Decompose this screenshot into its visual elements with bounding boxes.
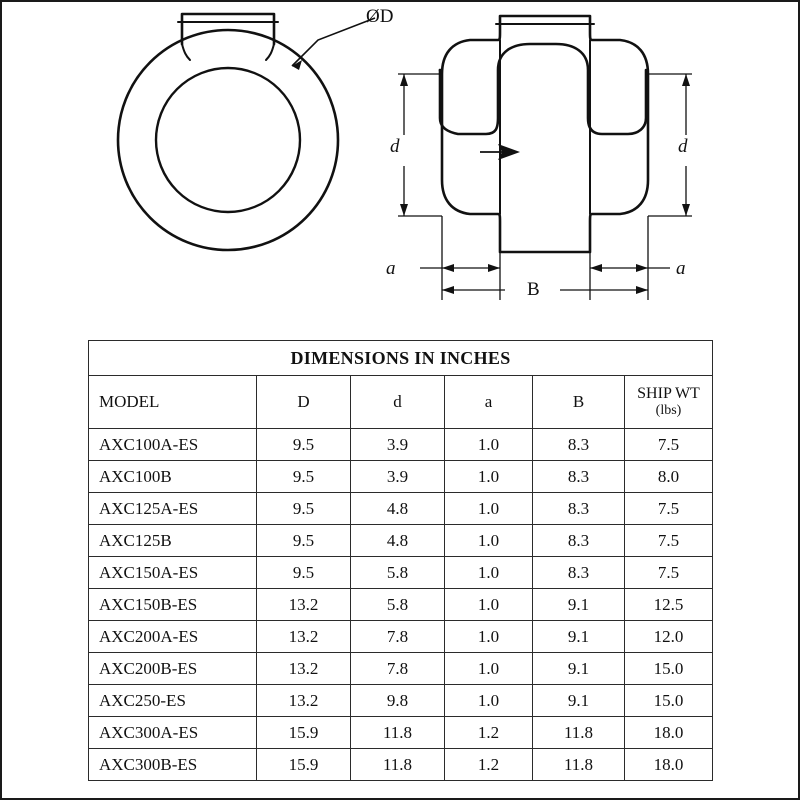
- cell-model: AXC150B-ES: [89, 589, 257, 621]
- cell-ship-wt: 15.0: [625, 653, 713, 685]
- cell-D: 9.5: [257, 557, 351, 589]
- dimensions-table: [88, 340, 713, 781]
- cell-a: 1.0: [445, 461, 533, 493]
- cell-B: 9.1: [533, 685, 625, 717]
- cell-model: AXC300B-ES: [89, 749, 257, 781]
- ship-wt-unit: (lbs): [655, 403, 682, 419]
- column-header-ship-wt: [625, 376, 713, 429]
- a-right-label: a: [676, 258, 686, 279]
- cell-ship-wt: 7.5: [625, 493, 713, 525]
- cell-d: 7.8: [351, 653, 445, 685]
- column-header-d: d: [351, 376, 445, 429]
- cell-B: 9.1: [533, 653, 625, 685]
- cell-ship-wt: 18.0: [625, 749, 713, 781]
- cell-B: 8.3: [533, 461, 625, 493]
- d-left-label: d: [390, 136, 400, 157]
- cell-a: 1.0: [445, 557, 533, 589]
- cell-d: 4.8: [351, 493, 445, 525]
- cell-D: 9.5: [257, 525, 351, 557]
- table-row: [89, 429, 713, 461]
- cell-ship-wt: 12.0: [625, 621, 713, 653]
- cell-model: AXC150A-ES: [89, 557, 257, 589]
- table-header-row: [89, 376, 713, 429]
- column-header-B: B: [533, 376, 625, 429]
- cell-d: 9.8: [351, 685, 445, 717]
- column-header-D: D: [257, 376, 351, 429]
- cell-d: 5.8: [351, 589, 445, 621]
- cell-a: 1.2: [445, 749, 533, 781]
- cell-D: 15.9: [257, 749, 351, 781]
- cell-ship-wt: 12.5: [625, 589, 713, 621]
- cell-D: 9.5: [257, 493, 351, 525]
- cell-model: AXC100A-ES: [89, 429, 257, 461]
- cell-d: 11.8: [351, 749, 445, 781]
- cell-B: 9.1: [533, 621, 625, 653]
- cell-model: AXC200B-ES: [89, 653, 257, 685]
- technical-drawing: [0, 0, 800, 330]
- cell-model: AXC250-ES: [89, 685, 257, 717]
- a-left-label: a: [386, 258, 396, 279]
- cell-ship-wt: 15.0: [625, 685, 713, 717]
- table-title: DIMENSIONS IN INCHES: [89, 341, 713, 376]
- cell-ship-wt: 7.5: [625, 525, 713, 557]
- cell-ship-wt: 7.5: [625, 557, 713, 589]
- cell-D: 13.2: [257, 589, 351, 621]
- table-row: [89, 525, 713, 557]
- cell-model: AXC100B: [89, 461, 257, 493]
- table-row: [89, 461, 713, 493]
- cell-B: 8.3: [533, 493, 625, 525]
- cell-D: 9.5: [257, 429, 351, 461]
- diameter-label: ØD: [366, 6, 394, 27]
- cell-a: 1.2: [445, 717, 533, 749]
- cell-B: 8.3: [533, 525, 625, 557]
- cell-a: 1.0: [445, 493, 533, 525]
- table-row: [89, 621, 713, 653]
- cell-a: 1.0: [445, 621, 533, 653]
- cell-ship-wt: 18.0: [625, 717, 713, 749]
- cell-D: 13.2: [257, 653, 351, 685]
- cell-D: 13.2: [257, 621, 351, 653]
- cell-D: 13.2: [257, 685, 351, 717]
- cell-model: AXC125A-ES: [89, 493, 257, 525]
- b-label: B: [527, 279, 540, 300]
- cell-a: 1.0: [445, 589, 533, 621]
- cell-d: 7.8: [351, 621, 445, 653]
- ship-wt-label: SHIP WT: [637, 384, 700, 402]
- column-header-a: a: [445, 376, 533, 429]
- d-right-label: d: [678, 136, 688, 157]
- cell-d: 4.8: [351, 525, 445, 557]
- cell-B: 11.8: [533, 717, 625, 749]
- table-title-row: [89, 341, 713, 376]
- table-row: [89, 717, 713, 749]
- cell-model: AXC200A-ES: [89, 621, 257, 653]
- cell-a: 1.0: [445, 653, 533, 685]
- cell-B: 8.3: [533, 429, 625, 461]
- cell-a: 1.0: [445, 685, 533, 717]
- cell-model: AXC125B: [89, 525, 257, 557]
- table-row: [89, 653, 713, 685]
- table-row: [89, 589, 713, 621]
- cell-B: 8.3: [533, 557, 625, 589]
- table-row: [89, 749, 713, 781]
- column-header-model: MODEL: [89, 376, 257, 429]
- cell-d: 3.9: [351, 429, 445, 461]
- cell-a: 1.0: [445, 429, 533, 461]
- dimensions-table-wrapper: [88, 340, 712, 781]
- cell-ship-wt: 7.5: [625, 429, 713, 461]
- cell-ship-wt: 8.0: [625, 461, 713, 493]
- cell-B: 9.1: [533, 589, 625, 621]
- table-row: [89, 557, 713, 589]
- table-row: [89, 685, 713, 717]
- cell-D: 9.5: [257, 461, 351, 493]
- table-row: [89, 493, 713, 525]
- cell-d: 5.8: [351, 557, 445, 589]
- cell-d: 11.8: [351, 717, 445, 749]
- cell-a: 1.0: [445, 525, 533, 557]
- cell-B: 11.8: [533, 749, 625, 781]
- cell-d: 3.9: [351, 461, 445, 493]
- cell-model: AXC300A-ES: [89, 717, 257, 749]
- cell-D: 15.9: [257, 717, 351, 749]
